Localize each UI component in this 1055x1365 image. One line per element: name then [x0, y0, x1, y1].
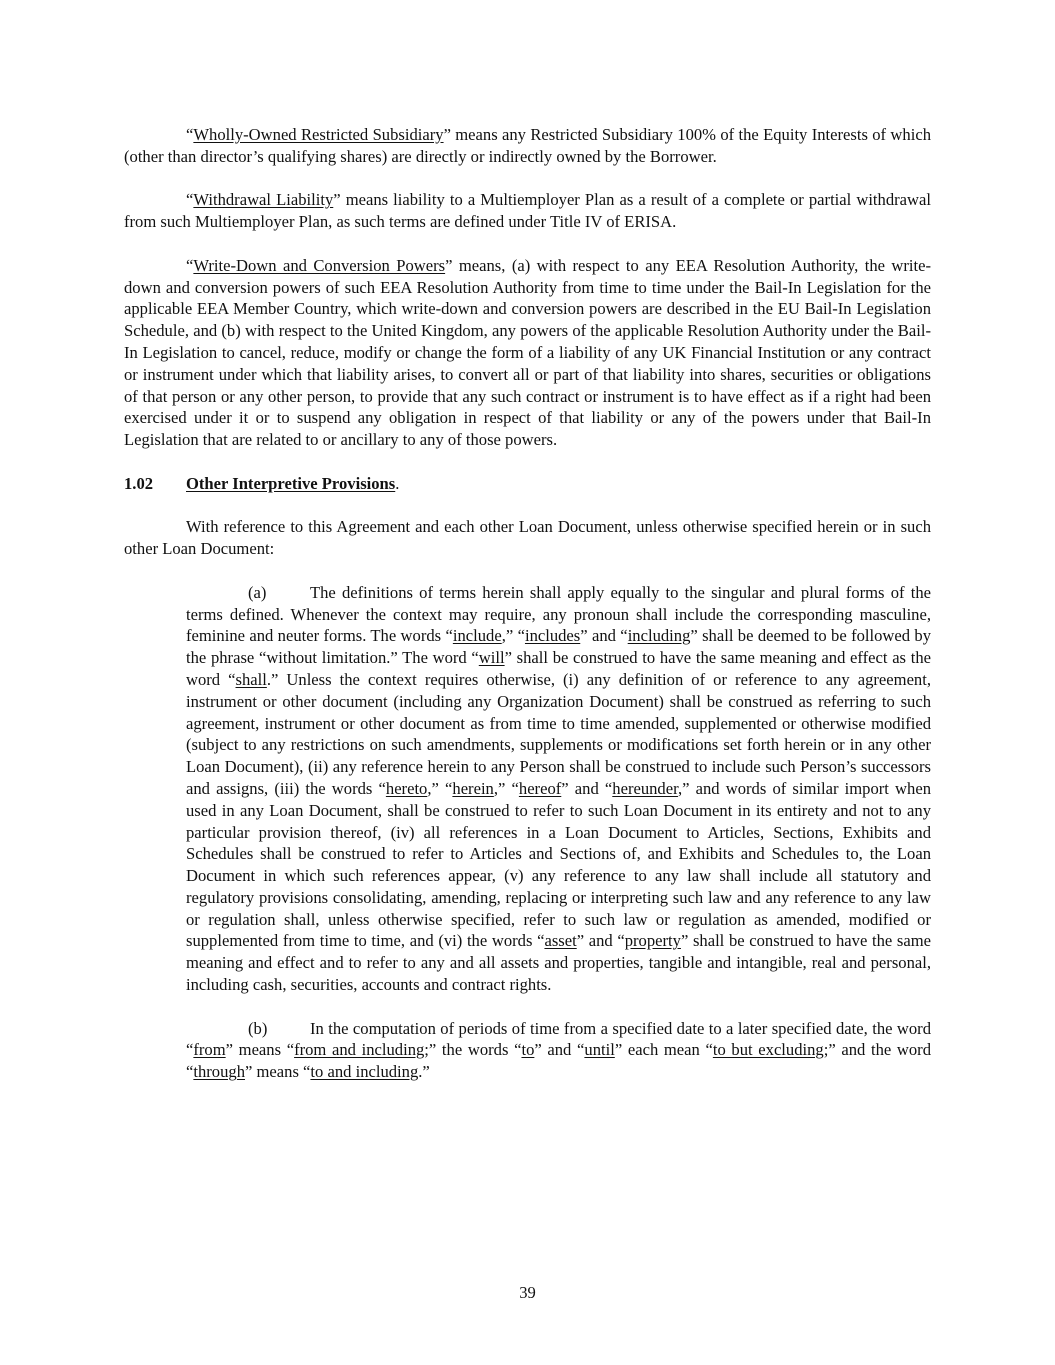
clause-text: ,” “ — [493, 778, 519, 798]
definition-withdrawal-liability — [124, 189, 931, 233]
underlined-term: will — [478, 648, 505, 668]
page-number: 39 — [519, 1283, 536, 1302]
clause-text: ,” “ — [501, 626, 525, 646]
underlined-term: from and including — [294, 1040, 425, 1060]
underlined-term: includes — [524, 626, 581, 646]
clause-a — [186, 582, 931, 996]
clause-text: ” and “ — [534, 1040, 585, 1060]
definition-wholly-owned-restricted-subsidiary — [124, 124, 931, 168]
clause-text: ” and “ — [580, 626, 628, 646]
underlined-term: to and including — [310, 1062, 419, 1082]
clause-text: ” means “ — [225, 1040, 295, 1060]
document-page — [124, 124, 931, 1083]
underlined-term: including — [627, 626, 691, 646]
clause-text: In the computation of periods of time from a specified date to a later specified date, the word “ — [186, 1018, 931, 1060]
section-title: Other Interpretive Provisions — [186, 473, 396, 493]
clause-text: ,” and words of similar import when used in any Loan Document, shall be construed to refer to such Loan Document in its entirety and not to any particular provision thereof, (iv) all references in a Loan Document to Articles, Sections, Exhibits and Schedules shall be construed to refer to Articles and Sections of, and Exhibits and Schedules to, the Loan Document in which such references appear, (v) any reference to any law shall include all statutory and regulatory provisions consolidating, amending, replacing or interpreting such law and any reference to any law or regulation shall, unless otherwise specified, refer to such law or regulation as amended, modified or supplemented from time to time, and (vi) the words “ — [186, 778, 931, 951]
clause-text: ” each mean “ — [614, 1040, 713, 1060]
quote-mark: “ — [186, 190, 194, 210]
definition-text: ” means liability to a Multiemployer Plan as a result of a complete or partial withdrawal from such Multiemployer Plan, as such terms are defined under Title IV of ERISA. — [124, 190, 931, 232]
clause-text: ” shall be construed to have the same meaning and effect and to refer to any and all assets and properties, tangible and intangible, real and personal, including cash, securities, accounts and contract rights. — [186, 931, 931, 995]
quote-mark: “ — [186, 125, 194, 144]
underlined-term: hereunder — [612, 778, 678, 798]
clause-text: ;” and the word “ — [186, 1040, 931, 1082]
clause-text: .” Unless the context requires otherwise, (i) any definition of or reference to any agreement, instrument or other document (including any Organization Document) shall be construed as referring to such agreement, instrument or other document as from time to time amended, supplemented or otherwise modified (subject to any restrictions on such amendments, supplements or modifications set forth herein or in any other Loan Document), (ii) any reference herein to any Person shall be construed to include such Person’s successors and assigns, (iii) the words “ — [186, 669, 931, 798]
clause-label: (a) — [248, 582, 267, 602]
underlined-term: from — [193, 1040, 226, 1060]
section-title-period: . — [395, 473, 400, 493]
underlined-term: hereto — [385, 778, 428, 798]
clause-text: ;” the words “ — [424, 1040, 522, 1060]
clause-text: ,” “ — [427, 778, 453, 798]
definition-text: ” means, (a) with respect to any EEA Resolution Authority, the write-down and conversion powers of such EEA Resolution Authority from time to time under the Bail-In Legislation for the applicable EEA Member Country, which write-down and conversion powers are described in the EU Bail-In Legislation Schedule, and (b) with respect to the United Kingdom, any powers of the applicable Resolution Authority under the Bail-In Legislation to cancel, reduce, modify or change the form of a liability of any UK Financial Institution or any contract or instrument under which that liability arises, to convert all or part of that liability into shares, securities or obligations of that person or any other person, to provide that any such contract or instrument is to have effect as if a right had been exercised under it or to suspend any obligation in respect of that liability or any of the powers under that Bail-In Legislation that are related to or ancillary to any of those powers. — [124, 255, 932, 450]
defined-term: Wholly-Owned Restricted Subsidiary — [193, 125, 444, 144]
defined-term: Withdrawal Liability — [193, 190, 334, 210]
clause-text: ” shall be construed to have the same meaning and effect as the word “ — [186, 648, 931, 689]
definition-write-down-and-conversion-powers — [124, 255, 931, 451]
section-intro-paragraph: With reference to this Agreement and each other Loan Document, unless otherwise specified herein or in such other Loan Document: — [124, 517, 931, 559]
definition-text: ” means any Restricted Subsidiary 100% of the Equity Interests of which (other than director’s qualifying shares) are directly or indirectly owned by the Borrower. — [124, 125, 931, 166]
underlined-term: through — [193, 1062, 245, 1082]
clause-text: ” shall be deemed to be followed by the phrase “without limitation.” The word “ — [186, 626, 932, 668]
underlined-term: hereof — [518, 778, 562, 798]
clause-text: ” and “ — [576, 931, 625, 951]
clause-text: ” means “ — [245, 1062, 311, 1082]
underlined-term: to but excluding — [712, 1040, 824, 1060]
underlined-term: herein — [452, 778, 494, 798]
clause-text: .” — [418, 1062, 430, 1082]
section-heading — [124, 473, 931, 495]
underlined-term: include — [452, 626, 502, 646]
underlined-term: asset — [544, 931, 577, 951]
clause-text: The definitions of terms herein shall apply equally to the singular and plural forms of the terms defined. Whenever the context may require, any pronoun shall include the corresponding masculine, feminine and neuter forms. The words “ — [186, 582, 931, 646]
clause-label: (b) — [248, 1018, 268, 1038]
section-number: 1.02 — [124, 473, 154, 493]
quote-mark: “ — [186, 255, 194, 275]
clause-b — [186, 1018, 931, 1083]
underlined-term: to — [521, 1040, 535, 1060]
clause-text: ” and “ — [561, 778, 613, 798]
defined-term: Write-Down and Conversion Powers — [193, 255, 446, 275]
underlined-term: until — [584, 1040, 615, 1060]
underlined-term: shall — [235, 669, 267, 689]
underlined-term: property — [624, 931, 681, 951]
